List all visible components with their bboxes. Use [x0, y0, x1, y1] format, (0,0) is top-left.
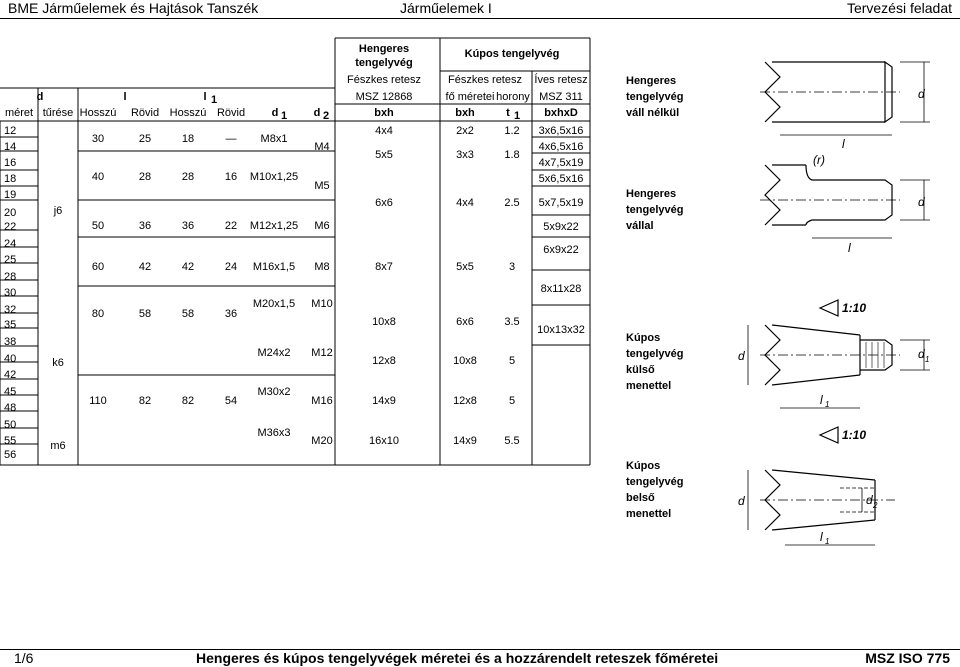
length-cell: 25 [138, 133, 152, 145]
length-cell: 22 [224, 220, 238, 232]
drawing-cylindrical-shoulder [760, 165, 930, 238]
footer-standard: MSZ ISO 775 [865, 650, 950, 666]
header-department: BME Járműelemek és Hajtások Tanszék [8, 0, 259, 16]
d1-cell: M36x3 [257, 427, 291, 439]
sub-head-msz-311: MSZ 311 [539, 91, 583, 103]
d1-cell: M8x1 [260, 133, 288, 145]
tolerance-cell: m6 [50, 440, 66, 452]
length-cell: 36 [181, 220, 195, 232]
size-cell: 56 [4, 449, 17, 461]
ives-cell: 8x11x28 [540, 283, 582, 295]
bxh1-cell: 10x8 [372, 316, 396, 328]
t1-cell: 5 [508, 395, 516, 407]
t1-cell: 5.5 [504, 435, 520, 447]
side-label-hengeres-vallal: Hengeres tengelyvég vállal [626, 188, 684, 232]
t1-cell: 1.2 [504, 125, 520, 137]
dim-label-d1: d [918, 347, 925, 361]
dim-label-d1-sub: 1 [925, 355, 930, 364]
dim-label-d2: d [866, 493, 873, 507]
col-head-t1-sub: 1 [514, 110, 521, 122]
col-head-l: l [123, 91, 127, 103]
bxh2-cell: 6x6 [456, 316, 474, 328]
dim-label-d-4: d [738, 494, 745, 508]
size-cell: 30 [4, 287, 17, 299]
col-head-hosszu-2: Hosszú [169, 107, 207, 119]
length-cell: 16 [224, 171, 238, 183]
length-cell: 42 [181, 261, 195, 273]
d1-cell: M10x1,25 [249, 171, 299, 183]
size-cell: 20 [4, 207, 17, 219]
d1-cell: M24x2 [257, 347, 291, 359]
bxh2-cell: 12x8 [453, 395, 477, 407]
length-cell: 30 [91, 133, 105, 145]
header-task: Tervezési feladat [846, 0, 952, 16]
d1-cell: M12x1,25 [249, 220, 299, 232]
side-label-hengeres-vall-nelkul: Hengeres tengelyvég váll nélkül [626, 75, 684, 119]
footer-page-number: 1/6 [14, 650, 34, 666]
length-cell: — [225, 133, 237, 145]
dim-label-d-2: d [918, 195, 925, 209]
d2-cell: M8 [314, 261, 330, 273]
d2-cell: M5 [314, 180, 330, 192]
col-head-d2: d [313, 107, 321, 119]
taper-label-2: 1:10 [842, 428, 867, 442]
size-cell: 25 [4, 254, 17, 266]
col-head-l1: l [203, 91, 207, 103]
sub-head-feszkes-1: Fészkes retesz [347, 74, 421, 86]
t1-cell: 2.5 [504, 197, 520, 209]
dimension-table [0, 0, 620, 470]
size-cell: 55 [4, 435, 17, 447]
length-cell: 18 [181, 133, 195, 145]
length-cell: 82 [138, 395, 152, 407]
dim-label-r: (r) [813, 153, 825, 167]
bxh1-cell: 12x8 [372, 355, 396, 367]
d2-cell: M20 [311, 435, 333, 447]
length-cell: 110 [89, 395, 107, 407]
dim-label-l1-1: l [820, 393, 823, 407]
ives-cell: 4x6,5x16 [538, 141, 584, 153]
shaft-end-drawings [740, 40, 955, 560]
header-texts [5, 43, 588, 122]
ives-cell: 5x9x22 [543, 221, 579, 233]
length-cell: 42 [138, 261, 152, 273]
drawing-tapered-internal-thread [748, 427, 895, 545]
tolerance-cell: j6 [53, 205, 63, 217]
col-head-bxhxD: bxhxD [544, 107, 578, 119]
taper-label-1: 1:10 [842, 301, 867, 315]
size-cell: 22 [4, 221, 17, 233]
length-cell: 54 [224, 395, 238, 407]
length-cell: 82 [181, 395, 195, 407]
col-head-turese: tűrése [42, 107, 74, 119]
length-cell: 36 [138, 220, 152, 232]
bxh1-cell: 4x4 [375, 125, 393, 137]
col-head-d1-sub: 1 [281, 110, 288, 122]
length-cell: 36 [224, 308, 238, 320]
d1-cell: M30x2 [257, 386, 291, 398]
dim-label-l-2: l [848, 241, 851, 255]
t1-cell: 3.5 [504, 316, 520, 328]
group-head-hengeres-2: tengelyvég [355, 57, 413, 69]
d2-cell: M10 [311, 298, 333, 310]
t1-cell: 1.8 [504, 149, 520, 161]
dim-label-l-1: l [842, 137, 845, 151]
dim-label-l1-2: l [820, 530, 823, 544]
d2-cell: M4 [314, 141, 330, 153]
length-cell: 50 [91, 220, 105, 232]
size-cell: 18 [4, 173, 17, 185]
col-head-l1-sub: 1 [211, 94, 218, 106]
col-head-d2-sub: 2 [323, 110, 330, 122]
t1-cell: 3 [508, 261, 516, 273]
size-cell: 28 [4, 271, 17, 283]
length-cell: 24 [224, 261, 238, 273]
sub-head-horony: horony [496, 91, 530, 103]
bxh2-cell: 2x2 [456, 125, 474, 137]
sub-head-ives: Íves retesz [534, 74, 588, 86]
bxh1-cell: 5x5 [375, 149, 393, 161]
bxh2-cell: 10x8 [453, 355, 477, 367]
bxh2-cell: 14x9 [453, 435, 477, 447]
table-body [4, 125, 585, 461]
size-cell: 35 [4, 319, 17, 331]
d2-cell: M12 [311, 347, 333, 359]
size-cell: 24 [4, 238, 17, 250]
col-head-d: d [36, 91, 44, 103]
size-cell: 38 [4, 336, 17, 348]
sub-head-msz-12868: MSZ 12868 [355, 91, 413, 103]
length-cell: 58 [181, 308, 195, 320]
size-cell: 16 [4, 157, 17, 169]
length-cell: 28 [181, 171, 195, 183]
col-head-bxh-2: bxh [455, 107, 475, 119]
footer-title: Hengeres és kúpos tengelyvégek méretei és a hozzárendelt reteszek főméretei [196, 650, 719, 666]
length-cell: 40 [91, 171, 105, 183]
size-cell: 14 [4, 141, 17, 153]
bxh2-cell: 3x3 [456, 149, 474, 161]
group-head-hengeres-1: Hengeres [358, 43, 410, 55]
ives-cell: 3x6,5x16 [538, 125, 584, 137]
page-footer [0, 650, 960, 667]
t1-cell: 5 [508, 355, 516, 367]
bxh2-cell: 5x5 [456, 261, 474, 273]
size-cell: 40 [4, 353, 17, 365]
bxh1-cell: 14x9 [372, 395, 396, 407]
size-cell: 48 [4, 402, 17, 414]
col-head-rovid-2: Rövid [216, 107, 246, 119]
d2-cell: M6 [314, 220, 330, 232]
ives-cell: 10x13x32 [537, 324, 585, 336]
ives-cell: 4x7,5x19 [538, 157, 584, 169]
ives-cell: 5x6,5x16 [538, 173, 584, 185]
col-head-t1: t [506, 107, 510, 119]
d2-cell: M16 [311, 395, 333, 407]
ives-cell: 6x9x22 [543, 244, 579, 256]
size-cell: 50 [4, 419, 17, 431]
sub-head-feszkes-2: Fészkes retesz [448, 74, 522, 86]
ives-cell: 5x7,5x19 [538, 197, 584, 209]
dim-label-l1-1-sub: 1 [825, 400, 830, 409]
size-cell: 42 [4, 369, 17, 381]
length-cell: 58 [138, 308, 152, 320]
d1-cell: M16x1,5 [252, 261, 296, 273]
dim-label-d2-sub: 2 [873, 501, 878, 510]
length-cell: 28 [138, 171, 152, 183]
col-head-hosszu-1: Hosszú [79, 107, 117, 119]
side-label-kupos-belso: Kúpos tengelyvég belső menettel [626, 460, 684, 520]
bxh1-cell: 6x6 [375, 197, 393, 209]
dim-label-d-3: d [738, 349, 745, 363]
header-course: Járműelemek I [400, 0, 492, 16]
size-cell: 45 [4, 386, 17, 398]
drawing-cylindrical-no-shoulder [760, 62, 930, 135]
bxh2-cell: 4x4 [456, 197, 474, 209]
size-cell: 19 [4, 189, 17, 201]
size-cell: 12 [4, 125, 17, 137]
col-head-d1: d [271, 107, 279, 119]
bxh1-cell: 16x10 [369, 435, 399, 447]
length-cell: 60 [91, 261, 105, 273]
sub-head-fomeret: fő méretei [445, 91, 495, 103]
col-head-bxh-1: bxh [374, 107, 394, 119]
group-head-kupos: Kúpos tengelyvég [464, 48, 560, 60]
bxh1-cell: 8x7 [375, 261, 393, 273]
tolerance-cell: k6 [52, 357, 64, 369]
col-head-meret: méret [4, 107, 34, 119]
side-label-kupos-kulso: Kúpos tengelyvég külső menettel [626, 332, 684, 392]
length-cell: 80 [91, 308, 105, 320]
drawing-tapered-external-thread [748, 300, 930, 408]
size-cell: 32 [4, 304, 17, 316]
d1-cell: M20x1,5 [252, 298, 296, 310]
dim-label-d-1: d [918, 87, 925, 101]
col-head-rovid-1: Rövid [130, 107, 160, 119]
dim-label-l1-2-sub: 1 [825, 537, 830, 546]
